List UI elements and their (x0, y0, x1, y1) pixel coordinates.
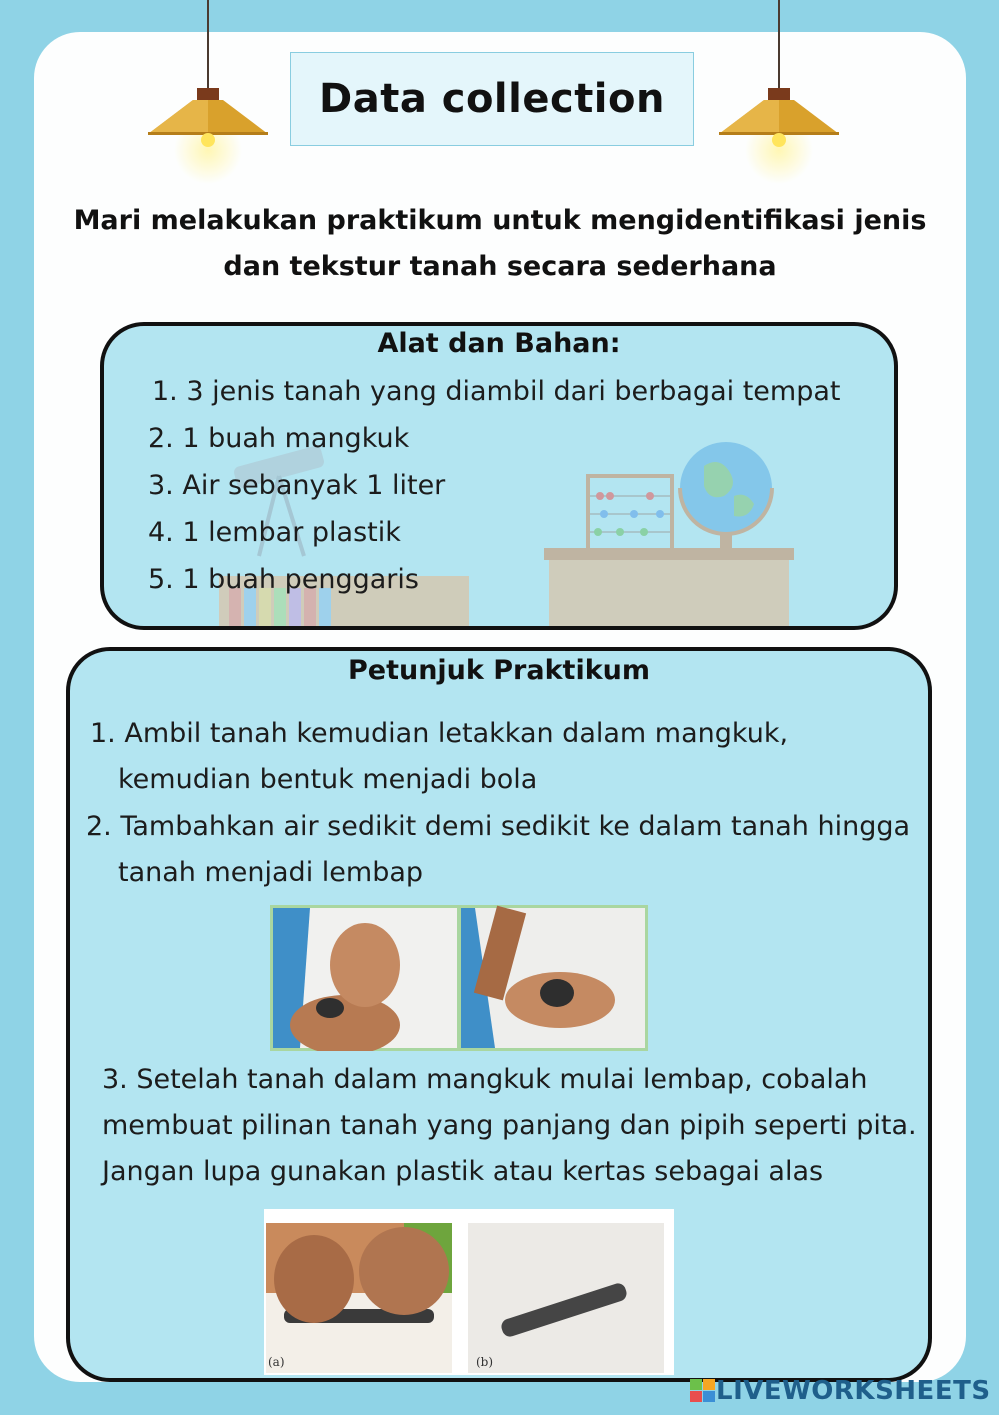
photo-label-b: (b) (476, 1355, 494, 1369)
step-line: kemudian bentuk menjadi bola (118, 764, 538, 795)
step-line: 3. Setelah tanah dalam mangkuk mulai lembap, cobalah (102, 1064, 868, 1095)
list-item: 1. 3 jenis tanah yang diambil dari berbagai tempat (152, 376, 841, 407)
instructions-heading: Petunjuk Praktikum (347, 655, 651, 686)
pendant-lamp-icon (716, 0, 846, 190)
page-title: Data collection (319, 76, 665, 122)
step-line: tanah menjadi lembap (118, 857, 424, 888)
liveworksheets-logo-icon (690, 1379, 716, 1403)
step-line: membuat pilinan tanah yang panjang dan pipih seperti pita. (102, 1110, 917, 1141)
pendant-lamp-icon (143, 0, 273, 190)
tools-panel (100, 322, 898, 630)
brand-text: LIVEWORKSHEETS (716, 1376, 991, 1406)
list-item: 4. 1 lembar plastik (148, 517, 401, 548)
step-line: 1. Ambil tanah kemudian letakkan dalam mangkuk, (90, 718, 789, 749)
list-item: 2. 1 buah mangkuk (148, 423, 410, 454)
instructions-panel (66, 647, 932, 1382)
soil-ribbon-photo (264, 1209, 674, 1375)
subtitle-line: Mari melakukan praktikum untuk mengidentifikasi jenis (73, 205, 927, 236)
list-item: 3. Air sebanyak 1 liter (148, 470, 446, 501)
list-item: 5. 1 buah penggaris (148, 564, 419, 595)
subtitle-line: dan tekstur tanah secara sederhana (223, 251, 777, 282)
abacus-icon (588, 476, 672, 556)
tools-heading: Alat dan Bahan: (377, 328, 621, 359)
title-box (290, 52, 694, 146)
step-line: Jangan lupa gunakan plastik atau kertas sebagai alas (102, 1156, 824, 1187)
page-subtitle (30, 198, 970, 290)
step-2 (86, 804, 910, 896)
liveworksheets-brand (690, 1375, 991, 1407)
globe-icon (680, 442, 772, 548)
step-line: 2. Tambahkan air sedikit demi sedikit ke dalam tanah hingga (86, 811, 911, 842)
step-1 (90, 711, 788, 803)
photo-label-a: (a) (268, 1355, 285, 1369)
step-3 (102, 1057, 917, 1195)
soil-ball-photo (270, 905, 648, 1051)
